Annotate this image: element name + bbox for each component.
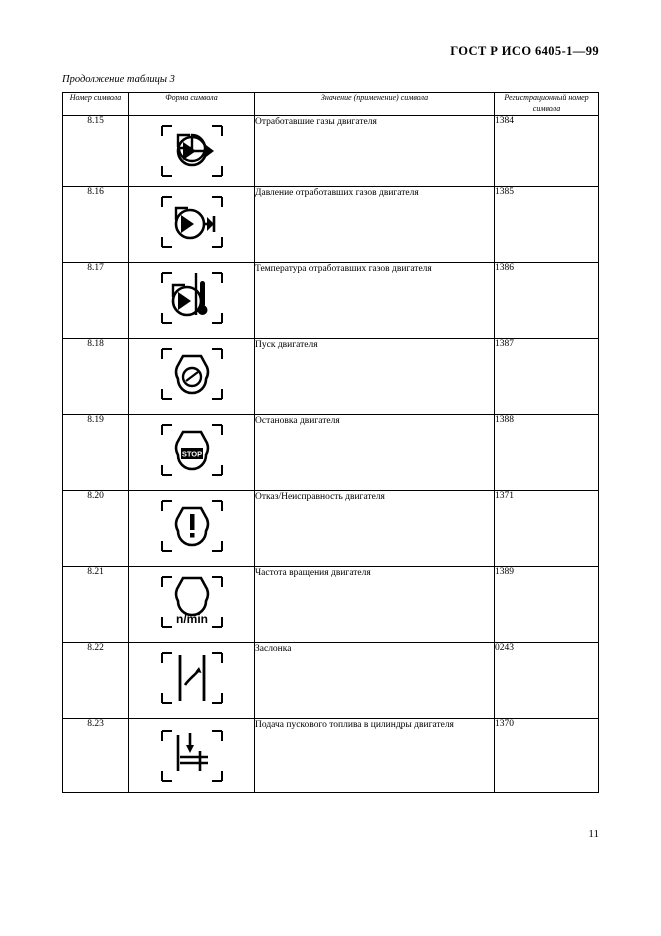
symbols-table	[62, 92, 599, 793]
symbol-meaning: Отказ/Неисправность двигателя	[255, 490, 495, 566]
table-row	[63, 262, 599, 338]
symbol-form	[129, 186, 255, 262]
table-row	[63, 186, 599, 262]
symbol-meaning: Пуск двигателя	[255, 338, 495, 414]
table-row	[63, 642, 599, 718]
symbol-reg-number: 1387	[495, 338, 599, 414]
symbol-number: 8.20	[63, 490, 129, 566]
throttle-flap-icon	[156, 649, 228, 707]
symbol-number: 8.21	[63, 566, 129, 642]
symbol-number: 8.18	[63, 338, 129, 414]
symbol-reg-number: 1386	[495, 262, 599, 338]
symbol-meaning: Заслонка	[255, 642, 495, 718]
engine-stop-icon-label: STOP	[181, 449, 202, 459]
table-row	[63, 338, 599, 414]
symbol-reg-number: 1370	[495, 718, 599, 792]
symbol-reg-number: 0243	[495, 642, 599, 718]
symbol-reg-number: 1384	[495, 115, 599, 186]
starting-fuel-supply-icon	[156, 727, 228, 785]
symbol-meaning: Частота вращения двигателя	[255, 566, 495, 642]
symbol-meaning: Температура отработавших газов двигателя	[255, 262, 495, 338]
table-row	[63, 566, 599, 642]
engine-speed-icon	[156, 573, 228, 631]
engine-speed-icon-label: n/min	[175, 611, 208, 626]
table-header-row	[63, 93, 599, 116]
symbol-meaning: Остановка двигателя	[255, 414, 495, 490]
symbol-reg-number: 1371	[495, 490, 599, 566]
symbol-reg-number: 1389	[495, 566, 599, 642]
symbol-form	[129, 414, 255, 490]
symbol-number: 8.17	[63, 262, 129, 338]
symbol-form	[129, 642, 255, 718]
page-number: 11	[588, 828, 599, 840]
page-title: ГОСТ Р ИСО 6405-1—99	[450, 44, 599, 58]
table-row	[63, 115, 599, 186]
symbol-number: 8.22	[63, 642, 129, 718]
symbol-reg-number: 1385	[495, 186, 599, 262]
symbol-meaning: Давление отработавших газов двигателя	[255, 186, 495, 262]
symbol-number: 8.15	[63, 115, 129, 186]
table-row	[63, 718, 599, 792]
engine-start-icon	[156, 345, 228, 403]
symbol-form	[129, 115, 255, 186]
symbol-meaning: Подача пускового топлива в цилиндры двигателя	[255, 718, 495, 792]
symbol-number: 8.16	[63, 186, 129, 262]
symbol-form	[129, 338, 255, 414]
symbol-form	[129, 490, 255, 566]
engine-exhaust-gas-icon	[156, 122, 228, 180]
symbol-meaning: Отработавшие газы двигателя	[255, 115, 495, 186]
symbol-number: 8.23	[63, 718, 129, 792]
table-row	[63, 490, 599, 566]
table-row	[63, 414, 599, 490]
symbol-form	[129, 718, 255, 792]
engine-exhaust-gas-pressure-icon	[156, 193, 228, 251]
column-header-number: Номер символа	[63, 93, 129, 116]
engine-stop-icon	[156, 421, 228, 479]
column-header-form: Форма символа	[129, 93, 255, 116]
engine-failure-icon	[156, 497, 228, 555]
symbol-number: 8.19	[63, 414, 129, 490]
table-continuation-label: Продолжение таблицы 3	[62, 74, 175, 85]
column-header-reg: Регистрационный номер символа	[495, 93, 599, 116]
symbol-form	[129, 566, 255, 642]
engine-exhaust-gas-temperature-icon	[156, 269, 228, 327]
column-header-meaning: Значение (применение) символа	[255, 93, 495, 116]
symbol-form	[129, 262, 255, 338]
symbol-reg-number: 1388	[495, 414, 599, 490]
